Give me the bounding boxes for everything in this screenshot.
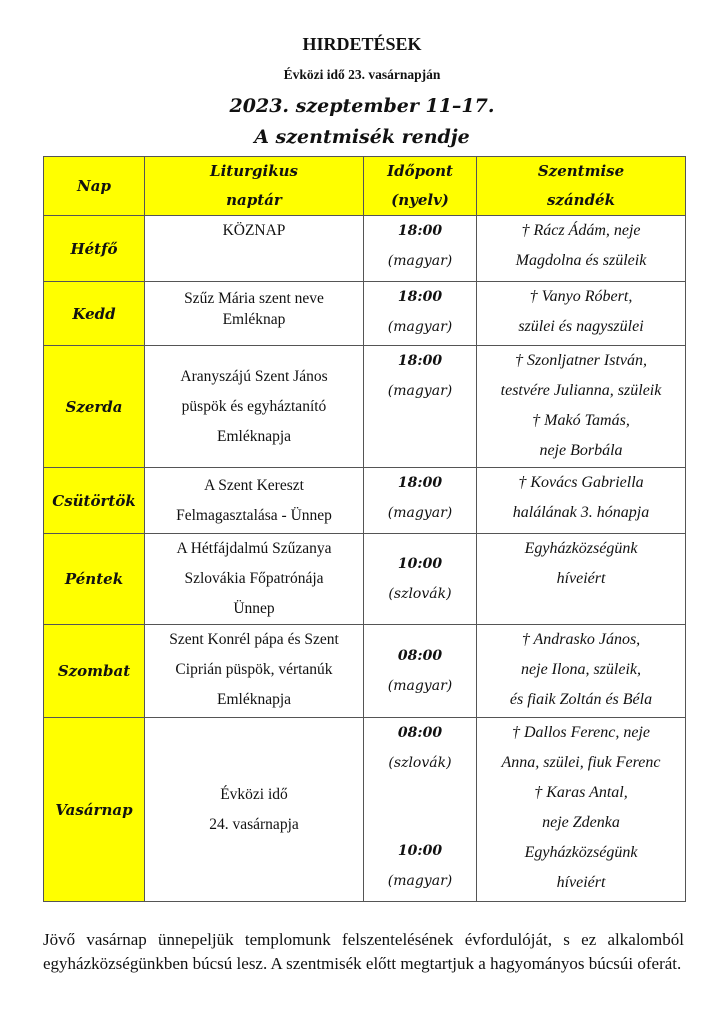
liturgy-line: Ciprián püspök, vértanúk — [175, 661, 333, 678]
liturgy-line: Ünnep — [233, 600, 275, 617]
table-row — [44, 534, 686, 625]
intention-line: testvére Julianna, szüleik — [500, 382, 662, 399]
time-cell — [364, 468, 477, 534]
column-header — [145, 157, 364, 216]
liturgy-cell — [145, 625, 364, 718]
day-name: Péntek — [64, 570, 124, 588]
day-cell — [44, 625, 145, 718]
liturgy-line: püspök és egyháztanító — [181, 397, 327, 415]
intention-line: † Kovács Gabriella — [518, 474, 644, 491]
day-cell — [44, 346, 145, 468]
time-cell — [364, 216, 477, 282]
intention-line: † Rácz Ádám, neje — [521, 222, 641, 239]
mass-language: (magyar) — [387, 253, 453, 269]
mass-time: 18:00 — [397, 223, 443, 239]
liturgy-cell — [145, 534, 364, 625]
table-row — [44, 468, 686, 534]
intention-line: híveiért — [556, 874, 606, 891]
liturgy-line: Emléknapja — [216, 427, 292, 445]
day-cell — [44, 216, 145, 282]
table-row — [44, 346, 686, 468]
table-row — [44, 216, 686, 282]
announcement-text: Jövő vasárnap ünnepeljük templomunk felszentelésének évfordulóját, s ez alkalomból egyházközségünkben búcsú lesz. A szentmisék előtt megtartjuk a hagyományos búcsúi oferát. — [43, 930, 684, 973]
liturgy-line: KÖZNAP — [222, 222, 286, 239]
column-header — [477, 157, 686, 216]
liturgy-cell — [145, 282, 364, 346]
column-header-line: (nyelv) — [391, 191, 449, 209]
page-title: HIRDETÉSEK — [302, 34, 422, 54]
liturgy-line: Emléknap — [222, 311, 286, 328]
mass-schedule-table — [43, 156, 686, 902]
intention-line: † Dallos Ferenc, neje — [511, 724, 651, 741]
spacer — [366, 778, 474, 836]
table-row — [44, 282, 686, 346]
table-header-row — [44, 157, 686, 216]
intention-line: † Makó Tamás, — [532, 412, 630, 429]
day-name: Hétfő — [70, 239, 118, 258]
time-cell — [364, 282, 477, 346]
liturgy-line: Aranyszájú Szent János — [180, 367, 328, 385]
mass-time: 10:00 — [397, 556, 443, 572]
mass-language: (magyar) — [387, 678, 453, 694]
time-cell — [364, 625, 477, 718]
mass-language: (magyar) — [387, 873, 453, 889]
intention-line: neje Ilona, szüleik, — [521, 661, 641, 678]
column-header-line: Szentmise — [537, 162, 625, 180]
liturgy-line: Felmagasztalása - Ünnep — [176, 506, 332, 524]
intention-line: † Szonljatner István, — [515, 352, 647, 369]
liturgy-cell — [145, 216, 364, 282]
subtitle: Évközi idő 23. vasárnapján — [283, 67, 441, 82]
intention-line: neje Zdenka — [542, 814, 620, 831]
intention-line: Egyházközségünk — [524, 540, 638, 557]
liturgy-line: 24. vasárnapja — [209, 815, 299, 833]
intention-cell — [477, 718, 686, 902]
liturgy-cell — [145, 718, 364, 902]
mass-language: (szlovák) — [388, 755, 452, 771]
mass-time: 10:00 — [397, 843, 443, 859]
liturgy-line: Szűz Mária szent neve — [184, 290, 324, 307]
mass-language: (magyar) — [387, 505, 453, 521]
time-cell — [364, 534, 477, 625]
liturgy-line: Szlovákia Főpatrónája — [184, 570, 324, 587]
column-header — [364, 157, 477, 216]
liturgy-cell — [145, 346, 364, 468]
day-cell — [44, 282, 145, 346]
mass-time: 18:00 — [397, 353, 443, 369]
table-row — [44, 625, 686, 718]
section-title: A szentmisék rendje — [254, 126, 470, 148]
intention-line: Egyházközségünk — [524, 844, 638, 861]
column-header-line: szándék — [546, 191, 615, 209]
intention-cell — [477, 468, 686, 534]
column-header-line: Időpont — [387, 162, 453, 180]
column-header-line: Nap — [77, 176, 111, 195]
intention-cell — [477, 346, 686, 468]
column-header-line: Liturgikus — [210, 162, 298, 180]
liturgy-line: Emléknapja — [216, 691, 292, 708]
time-cell — [364, 346, 477, 468]
day-name: Csütörtök — [52, 491, 136, 510]
intention-line: szülei és nagyszülei — [518, 318, 644, 335]
intention-line: † Andrasko János, — [521, 631, 641, 648]
liturgy-line: Évközi idő — [220, 785, 288, 803]
liturgy-cell — [145, 468, 364, 534]
intention-line: Anna, szülei, fiuk Ferenc — [501, 754, 661, 771]
column-header — [44, 157, 145, 216]
intention-cell — [477, 282, 686, 346]
day-name: Kedd — [72, 304, 116, 323]
day-name: Szerda — [65, 397, 123, 416]
liturgy-line: A Hétfájdalmú Szűzanya — [176, 540, 332, 557]
day-name: Szombat — [57, 662, 131, 680]
table-row — [44, 718, 686, 902]
intention-line: † Vanyo Róbert, — [529, 288, 633, 305]
intention-cell — [477, 216, 686, 282]
column-header-line: naptár — [226, 191, 282, 209]
mass-language: (magyar) — [387, 319, 453, 335]
mass-time: 18:00 — [397, 289, 443, 305]
day-name: Vasárnap — [55, 800, 133, 819]
mass-language: (magyar) — [387, 383, 453, 399]
mass-time: 18:00 — [397, 475, 443, 491]
mass-language: (szlovák) — [388, 586, 452, 602]
day-cell — [44, 718, 145, 902]
day-cell — [44, 534, 145, 625]
intention-line: † Karas Antal, — [534, 784, 628, 801]
intention-line: Magdolna és szüleik — [515, 252, 647, 269]
intention-cell — [477, 534, 686, 625]
intention-cell — [477, 625, 686, 718]
time-cell — [364, 718, 477, 902]
intention-line: és fiaik Zoltán és Béla — [509, 691, 653, 708]
intention-line: neje Borbála — [539, 442, 623, 459]
mass-time: 08:00 — [397, 648, 443, 664]
liturgy-line: Szent Konrél pápa és Szent — [169, 631, 339, 648]
mass-time: 08:00 — [397, 725, 443, 741]
intention-line: halálának 3. hónapja — [512, 504, 650, 521]
day-cell — [44, 468, 145, 534]
liturgy-line: A Szent Kereszt — [204, 476, 304, 494]
date-range: 2023. szeptember 11–17. — [229, 95, 495, 117]
intention-line: híveiért — [556, 570, 606, 587]
